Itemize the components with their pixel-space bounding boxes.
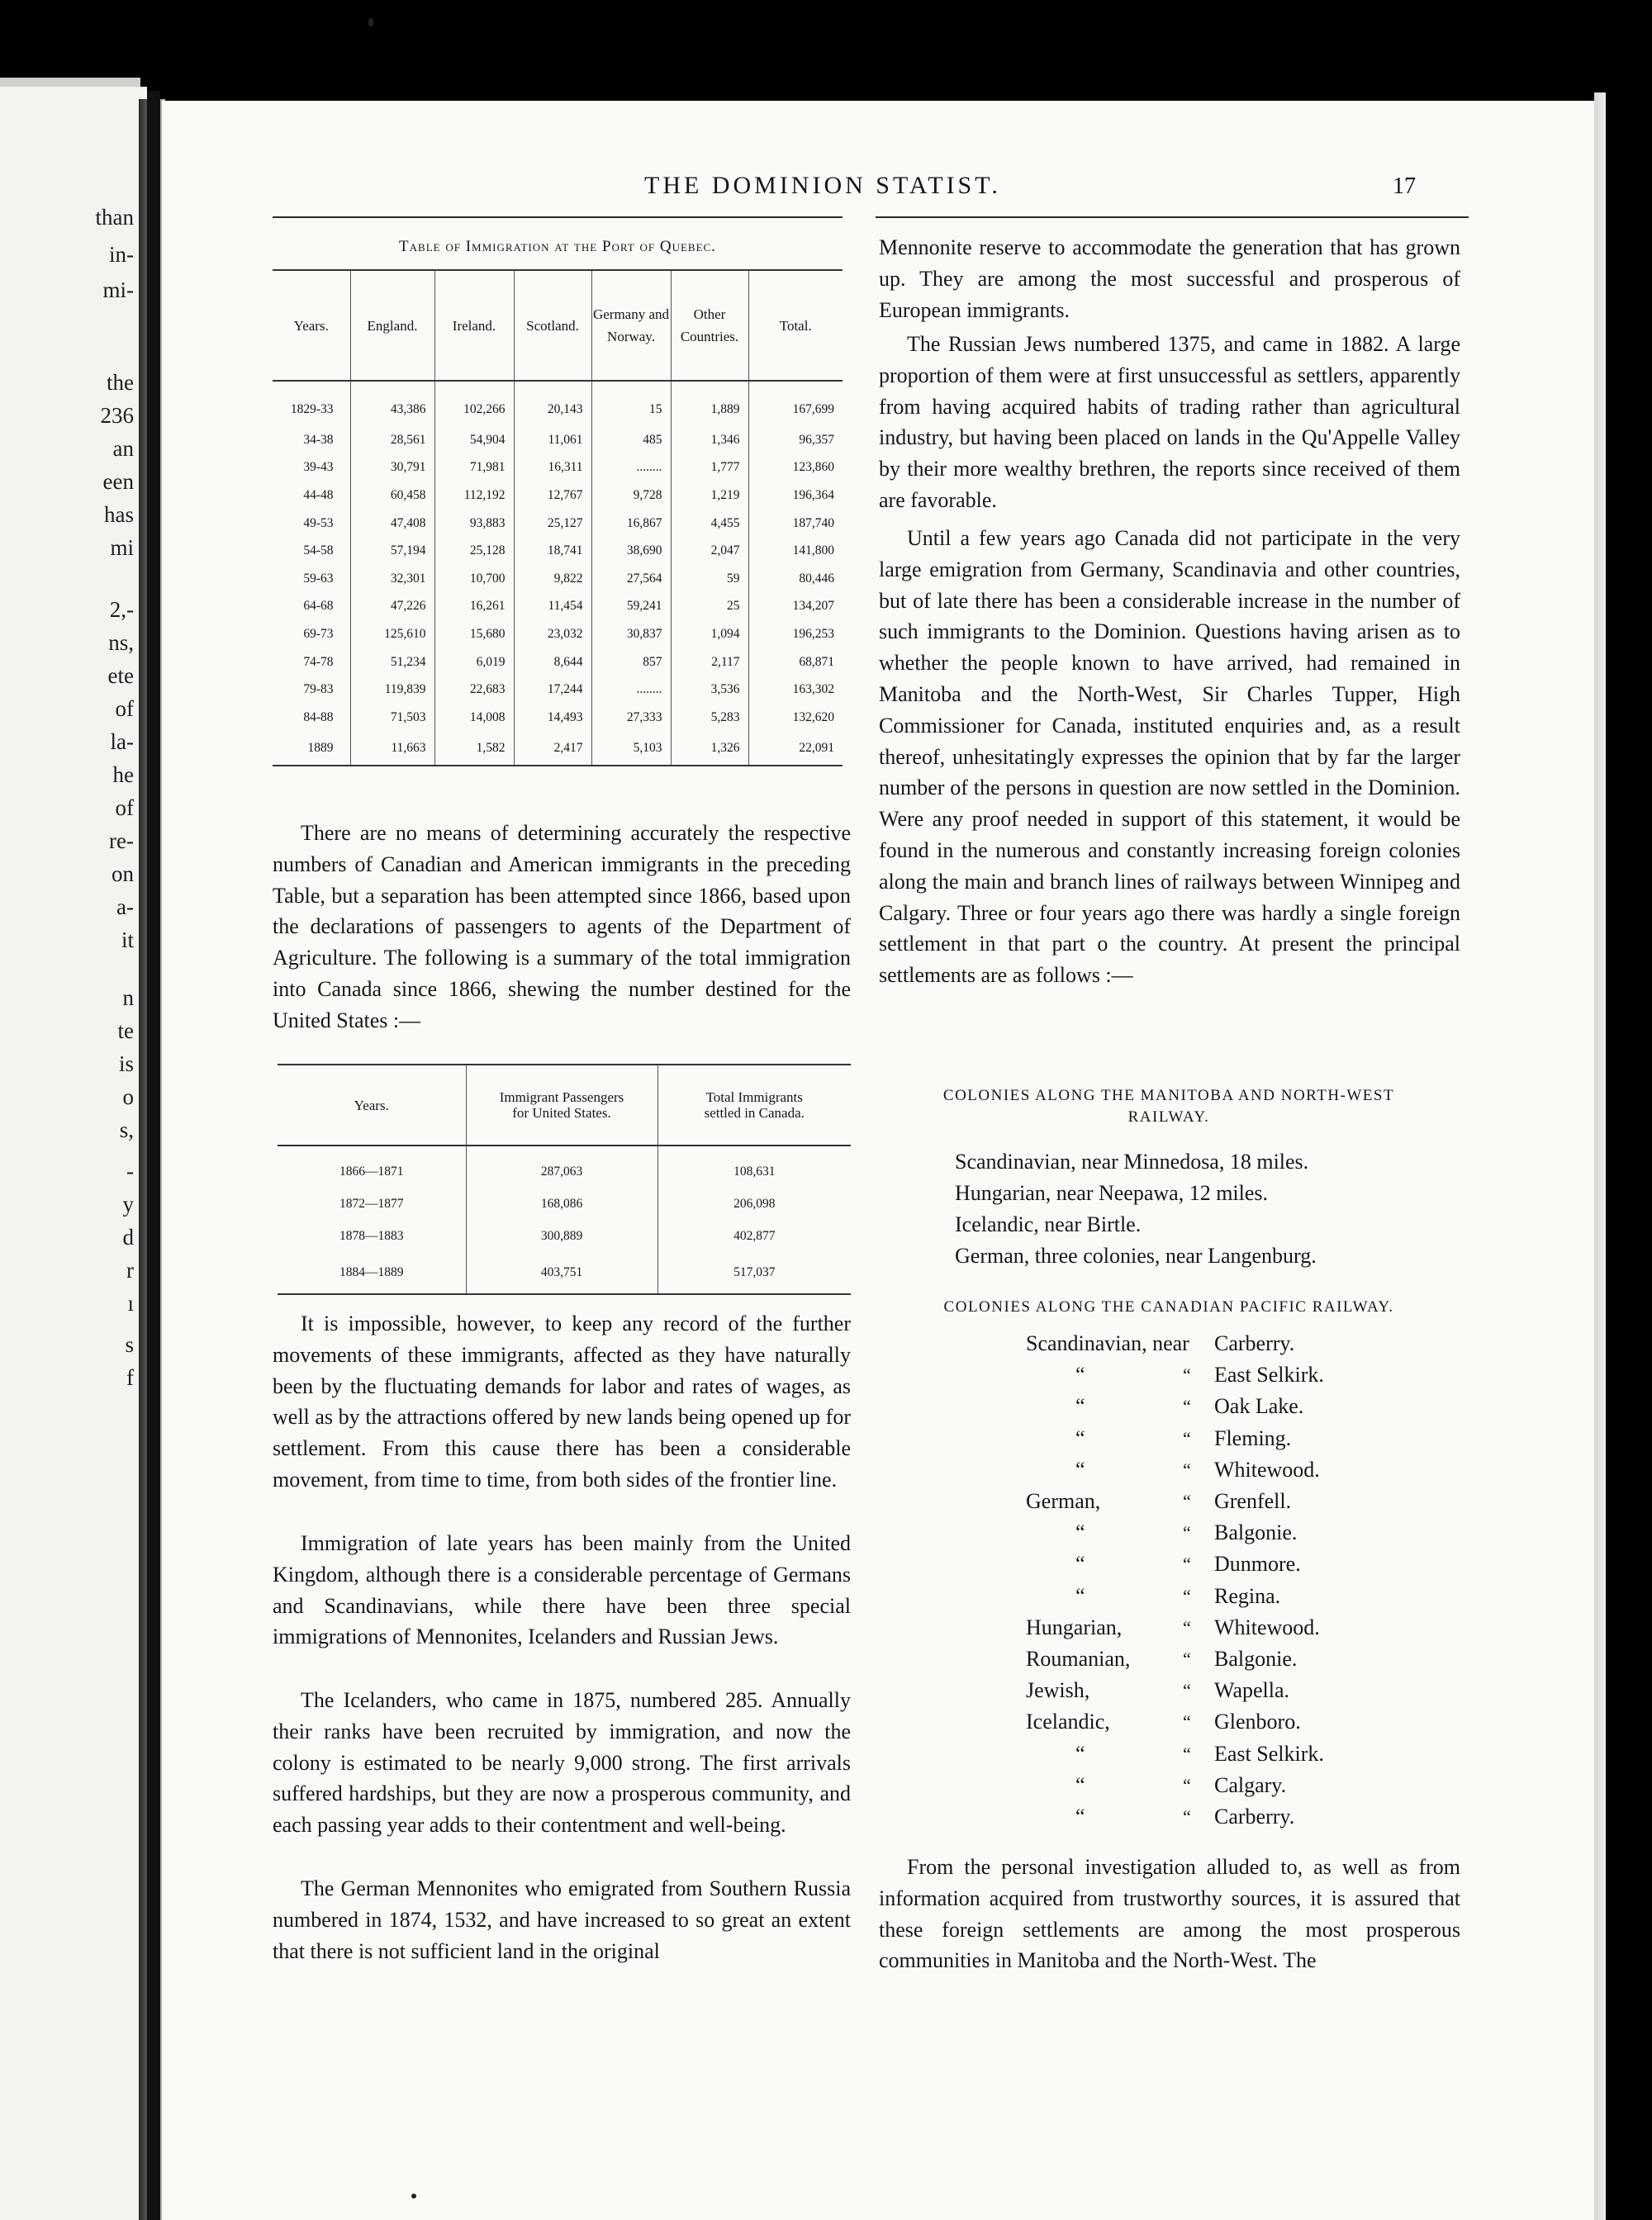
table-cell: 112,192 [434, 481, 514, 510]
ditto-mark: “ [1183, 1648, 1191, 1669]
table-cell: 1884—1889 [278, 1252, 466, 1294]
table-cell: 12,767 [514, 481, 591, 510]
table-cell: 11,061 [514, 426, 591, 454]
table-cell: 2,417 [514, 732, 591, 766]
left-page-fragment: re- [109, 828, 134, 853]
header-years: Years. [278, 1065, 466, 1146]
table-cell: 1,889 [671, 381, 748, 426]
left-page-fragment: la- [110, 729, 134, 754]
colony-place: Wapella. [1214, 1678, 1290, 1703]
list-item: Scandinavian, near Minnedosa, 18 miles. [955, 1150, 1309, 1174]
table-cell: 1,219 [671, 481, 748, 510]
left-page-fragment: it [121, 927, 134, 952]
table-cell: 16,867 [591, 510, 671, 538]
table-cell: 1829-33 [273, 381, 350, 426]
running-head: THE DOMINION STATIST. [644, 172, 1001, 199]
table-cell: 25,127 [514, 510, 591, 538]
table-row [273, 454, 843, 482]
table1-title-text: Table of Immigration at the Port of Quebec. [399, 238, 716, 255]
left-page-fragment: s [125, 1332, 134, 1357]
left-page-fragment: of [115, 795, 134, 820]
table-cell: 5,283 [671, 704, 748, 732]
list-item: German, three colonies, near Langenburg. [955, 1244, 1317, 1268]
colony-place: Calgary. [1214, 1772, 1287, 1797]
ditto-mark: “ [1183, 1711, 1191, 1733]
table-cell: 25,128 [434, 537, 514, 565]
left-page-fragment: the [107, 370, 134, 395]
left-page-edge [0, 87, 147, 2220]
table-cell: 18,741 [514, 537, 591, 565]
colony-name: Hungarian, [1026, 1615, 1123, 1639]
left-paragraph-4: The Icelanders, who came in 1875, numbered 285. Annually their ranks have been recruited by immigration, and now the colony is estimated to be nearly 9,000 strong. The first arrivals suffered hardships, but they are now a prosperous community, and each passing year adds to their contentment and well-being. [273, 1688, 851, 1838]
header-england: England. [350, 270, 434, 381]
table-cell: 287,063 [466, 1146, 657, 1188]
table-cell: 11,663 [350, 732, 434, 766]
table-cell: 6,019 [434, 648, 514, 676]
table-cell: 9,822 [514, 565, 591, 593]
left-page-fragment: than [95, 205, 134, 230]
ditto-mark: “ [1183, 1743, 1191, 1764]
table-cell: 51,234 [350, 648, 434, 676]
table-cell: 59 [671, 565, 748, 593]
table-cell: 15 [591, 381, 671, 426]
table-cell: 132,620 [792, 709, 834, 724]
left-page-fragment: ns, [108, 630, 134, 655]
table-row [273, 593, 843, 621]
left-page-fragment: on [112, 861, 134, 886]
table-row [273, 704, 843, 732]
table-cell: 1889 [273, 732, 350, 766]
left-paragraph-3: Immigration of late years has been mainly from the United Kingdom, although there is a considerable percentage of Germans and Scandinavians, while there have been three special immigrations of Mennonites, Icelanders and Russian Jews. [273, 1531, 851, 1649]
table-cell: 167,699 [792, 402, 834, 416]
table-cell: 1,346 [671, 426, 748, 454]
table-row [273, 676, 843, 704]
table-cell: 2,047 [671, 537, 748, 565]
ditto-mark: “ [1183, 1364, 1191, 1386]
table-row [278, 1188, 851, 1220]
table-cell: 5,103 [591, 732, 671, 766]
left-page-fragment: a- [116, 894, 134, 919]
colony-place: Carberry. [1214, 1331, 1295, 1355]
right-paragraph-2: The Russian Jews numbered 1375, and came in 1882. A large proportion of them were at first unsuccessful as settlers, apparently from having acquired habits of trading rather than agricultural industry, but having been placed on lands in the Qu'Appelle Valley by their more wealthy brethren, the reports since received of them are favorable. [879, 332, 1460, 512]
colony-place: Balgonie. [1214, 1520, 1298, 1545]
colonies-heading-manitoba: COLONIES ALONG THE MANITOBA AND NORTH-WEST RAILWAY. [942, 1087, 1395, 1126]
colony-name: “ [1075, 1363, 1085, 1388]
table-cell: 14,493 [514, 704, 591, 732]
colony-place: Grenfell. [1214, 1489, 1292, 1513]
colony-name: “ [1075, 1741, 1085, 1766]
table-cell: 10,700 [434, 565, 514, 593]
table-cell: 485 [591, 426, 671, 454]
table-cell: 206,098 [733, 1196, 776, 1211]
ditto-mark: “ [1183, 1616, 1191, 1638]
left-page-fragment: f [126, 1365, 134, 1390]
right-paragraph-3: Until a few years ago Canada did not participate in the very large emigration from Germany, Scandinavia and other countries, but of late there has been a considerable increase in the number of such immigrants to the Dominion. Questions having arisen as to whether the people known to have arrived, had remained in Manitoba and the North-West, Sir Charles Tupper, High Commissioner for Canada, instituted enquiries and, as a result thereof, unhesitatingly expresses the opinion that by far the larger number of the persons in question are now settled in the Dominion. Were any proof needed in support of this statement, it would be found in the numerous and constantly increasing foreign colonies along the main and branch lines of railways between Winnipeg and Calgary. Three or four years ago there was hardly a single foreign settlement in that part o the country. At present the principal settlements are as follows :— [879, 526, 1460, 988]
left-page-fragment: - [126, 1159, 134, 1184]
table-cell: 300,889 [466, 1220, 657, 1252]
table-cell: 16,311 [514, 454, 591, 482]
table-cell: 15,680 [434, 620, 514, 648]
table-cell: 1866—1871 [278, 1146, 466, 1188]
colony-name: “ [1075, 1520, 1085, 1545]
left-page-fragment: he [112, 762, 134, 787]
table-cell: 54,904 [434, 426, 514, 454]
table-cell: 196,364 [792, 487, 834, 502]
table-cell: 2,117 [671, 648, 748, 676]
ditto-mark: “ [1183, 1396, 1191, 1417]
table-cell: 44-48 [273, 481, 350, 510]
left-page-fragment: ı [127, 1291, 134, 1316]
left-page-fragment: an [112, 436, 134, 461]
left-page-fragment: mi- [102, 278, 134, 302]
colonies-heading-cpr: COLONIES ALONG THE CANADIAN PACIFIC RAILWAY. [943, 1298, 1394, 1316]
table-cell: 59-63 [273, 565, 350, 593]
left-paragraph-2: It is impossible, however, to keep any record of the further movements of these immigrants, affected as they have naturally been by the fluctuating demands for labor and rates of wages, as well as by the attractions offered by new lands being opened up for settlement. From this cause there has been a considerable movement, from time to time, from both sides of the frontier line. [273, 1312, 851, 1492]
table-cell: 1,326 [671, 732, 748, 766]
colony-place: Glenboro. [1214, 1710, 1301, 1734]
table-row [273, 481, 843, 510]
table-cell: 1878—1883 [278, 1220, 466, 1252]
left-page-fragment: has [104, 502, 134, 527]
table-cell: 49-53 [273, 510, 350, 538]
left-page-fragment: d [122, 1225, 134, 1250]
table-cell: 168,086 [466, 1188, 657, 1220]
left-page-fragment: ete [107, 663, 134, 688]
summary-table [278, 1064, 851, 1295]
header-total: Total. [748, 270, 843, 381]
table-row [273, 381, 843, 426]
table-row [273, 426, 843, 454]
table-cell: 71,981 [434, 454, 514, 482]
left-page-fragment: r [126, 1258, 134, 1283]
table-row [273, 620, 843, 648]
colony-place: Balgonie. [1214, 1647, 1298, 1671]
left-page-fragment: een [102, 469, 134, 494]
colony-name: Roumanian, [1026, 1647, 1131, 1671]
colony-place: Dunmore. [1214, 1552, 1301, 1577]
table-cell: 22,683 [434, 676, 514, 704]
ditto-mark: “ [1183, 1806, 1191, 1827]
left-page-fragment: y [122, 1192, 134, 1217]
table-cell: 857 [591, 648, 671, 676]
right-page-edge [1594, 92, 1606, 2220]
table1-title [273, 238, 843, 256]
header-ireland: Ireland. [434, 270, 514, 381]
right-paragraph-1: Mennonite reserve to accommodate the generation that has grown up. They are among the most successful and prosperous of European immigrants. [879, 235, 1460, 322]
header-scotland: Scotland. [514, 270, 591, 381]
left-page-fragment: of [115, 696, 134, 721]
table-cell: 32,301 [350, 565, 434, 593]
left-page-fragment: 2,- [109, 597, 134, 622]
table-cell: 25 [671, 593, 748, 621]
header-settled-canada: Total Immigrants settled in Canada. [657, 1065, 851, 1146]
table-cell: 84-88 [273, 704, 350, 732]
table-cell: 71,503 [350, 704, 434, 732]
table-cell: 125,610 [350, 620, 434, 648]
table-cell: 43,386 [350, 381, 434, 426]
list-item: Hungarian, near Neepawa, 12 miles. [955, 1181, 1269, 1205]
table-cell: 8,644 [514, 648, 591, 676]
header-germany-norway: Germany and Norway. [591, 270, 671, 381]
table-row [278, 1146, 851, 1188]
colony-name: Jewish, [1026, 1678, 1090, 1703]
ditto-mark: “ [1183, 1585, 1191, 1606]
table-cell: 74-78 [273, 648, 350, 676]
right-paragraph-4: From the personal investigation alluded to, as well as from information acquired from trustworthy sources, it is assured that these foreign settlements are among the most prosperous communities in Manitoba and the North-West. The [879, 1855, 1460, 1973]
colony-name: German, [1026, 1489, 1101, 1513]
table-cell: 517,037 [657, 1252, 851, 1294]
table-row [273, 648, 843, 676]
table-cell: 134,207 [792, 599, 834, 614]
table-row [273, 537, 843, 565]
table-cell: 69-73 [273, 620, 350, 648]
colony-name: “ [1075, 1772, 1085, 1797]
table-cell: 163,302 [792, 682, 834, 697]
header-rule-left [273, 216, 843, 218]
table-cell: 102,266 [434, 381, 514, 426]
table-cell: 28,561 [350, 426, 434, 454]
table-cell: 64-68 [273, 593, 350, 621]
table-cell: 80,446 [799, 571, 834, 586]
table-cell: 403,751 [466, 1252, 657, 1294]
colony-place: Whitewood. [1214, 1615, 1320, 1639]
immigration-table [273, 269, 843, 766]
left-page-fragment: mi [110, 535, 134, 560]
table-cell: 27,333 [591, 704, 671, 732]
colony-place: Fleming. [1214, 1425, 1292, 1450]
table-cell: 39-43 [273, 454, 350, 482]
table-row [278, 1252, 851, 1294]
ditto-mark: “ [1183, 1459, 1191, 1480]
colony-place: Oak Lake. [1214, 1394, 1304, 1419]
table-cell: 30,837 [591, 620, 671, 648]
table-cell: 11,454 [514, 593, 591, 621]
header-other-countries: Other Countries. [671, 270, 748, 381]
colony-name: “ [1075, 1552, 1085, 1577]
colony-place: East Selkirk. [1214, 1363, 1324, 1388]
table-cell: 1,777 [671, 454, 748, 482]
colony-name: “ [1075, 1805, 1085, 1829]
table-cell: 47,226 [350, 593, 434, 621]
table-cell: 54-58 [273, 537, 350, 565]
colony-name: Icelandic, [1026, 1710, 1110, 1734]
left-page-fragment: s, [119, 1117, 134, 1142]
colony-name: “ [1075, 1457, 1085, 1482]
table-cell: 4,455 [671, 510, 748, 538]
header-years: Years. [273, 270, 350, 381]
table-row [273, 510, 843, 538]
left-page-fragment: in- [109, 242, 134, 267]
colony-place: Regina. [1214, 1583, 1281, 1608]
table-cell: 96,357 [799, 432, 834, 447]
list-item: Icelandic, near Birtle. [955, 1212, 1142, 1236]
left-page-fragment: te [117, 1018, 134, 1043]
header-us-passengers: Immigrant Passengers for United States. [466, 1065, 657, 1146]
table-cell: 119,839 [350, 676, 434, 704]
colony-name: “ [1075, 1425, 1085, 1450]
colony-name: “ [1075, 1583, 1085, 1608]
gutter-shadow [147, 91, 160, 2220]
table-row [278, 1220, 851, 1252]
left-page-fragment: n [122, 985, 134, 1010]
table-cell: 1,094 [671, 620, 748, 648]
table-cell: 14,008 [434, 704, 514, 732]
ditto-mark: “ [1183, 1427, 1191, 1449]
left-paragraph-1: There are no means of determining accurately the respective numbers of Canadian and American immigrants in the preceding Table, but a separation has been attempted since 1866, based upon the declarations of passengers to agents of the Department of Agriculture. The following is a summary of the total immigration into Canada since 1866, shewing the number destined for the United States :— [273, 821, 851, 1032]
header-rule-right [876, 216, 1469, 218]
table-cell: 196,253 [792, 626, 834, 641]
table-cell: ........ [591, 454, 671, 482]
ditto-mark: “ [1183, 1774, 1191, 1795]
table-cell: ........ [591, 676, 671, 704]
table-cell: 57,194 [350, 537, 434, 565]
table-cell: 3,536 [671, 676, 748, 704]
table-cell: 60,458 [350, 481, 434, 510]
table-cell: 79-83 [273, 676, 350, 704]
left-page-fragment: o [122, 1084, 134, 1109]
table-cell: 108,631 [733, 1164, 776, 1179]
table-cell: 402,877 [733, 1228, 776, 1243]
table-cell: 59,241 [591, 593, 671, 621]
table-header-row [273, 270, 843, 381]
table-row [273, 732, 843, 766]
ink-speck-top [368, 18, 373, 26]
table-cell: 9,728 [591, 481, 671, 510]
table-header-row [278, 1065, 851, 1146]
ditto-mark: “ [1183, 1680, 1191, 1701]
table-cell: 93,883 [434, 510, 514, 538]
table-cell: 1,582 [434, 732, 514, 766]
colony-place: East Selkirk. [1214, 1741, 1324, 1766]
table-cell: 34-38 [273, 426, 350, 454]
colony-place: Carberry. [1214, 1805, 1295, 1829]
table-cell: 38,690 [591, 537, 671, 565]
table-cell: 16,261 [434, 593, 514, 621]
table-cell: 47,408 [350, 510, 434, 538]
ditto-mark: “ [1183, 1554, 1191, 1575]
table-cell: 20,143 [514, 381, 591, 426]
colony-name: Scandinavian, near [1026, 1331, 1189, 1355]
table-cell: 68,871 [799, 654, 834, 669]
colony-name: “ [1075, 1394, 1085, 1419]
table-cell: 1872—1877 [278, 1188, 466, 1220]
table-cell: 27,564 [591, 565, 671, 593]
left-page-fragment: is [118, 1051, 134, 1076]
table-cell: 22,091 [748, 732, 843, 766]
table-row [273, 565, 843, 593]
ditto-mark: “ [1183, 1491, 1191, 1511]
ditto-mark: “ [1183, 1522, 1191, 1544]
table-cell: 17,244 [514, 676, 591, 704]
ink-speck [411, 2194, 416, 2199]
table-cell: 23,032 [514, 620, 591, 648]
table-cell: 30,791 [350, 454, 434, 482]
table-cell: 123,860 [792, 460, 834, 475]
page-number: 17 [1393, 173, 1416, 199]
left-page-fragment: 236 [100, 403, 134, 428]
colony-place: Whitewood. [1214, 1457, 1320, 1482]
table-cell: 141,800 [792, 543, 834, 558]
table-cell: 187,740 [792, 515, 834, 530]
left-paragraph-5: The German Mennonites who emigrated from Southern Russia numbered in 1874, 1532, and have increased to so great an extent that there is not sufficient land in the original [273, 1876, 851, 1963]
